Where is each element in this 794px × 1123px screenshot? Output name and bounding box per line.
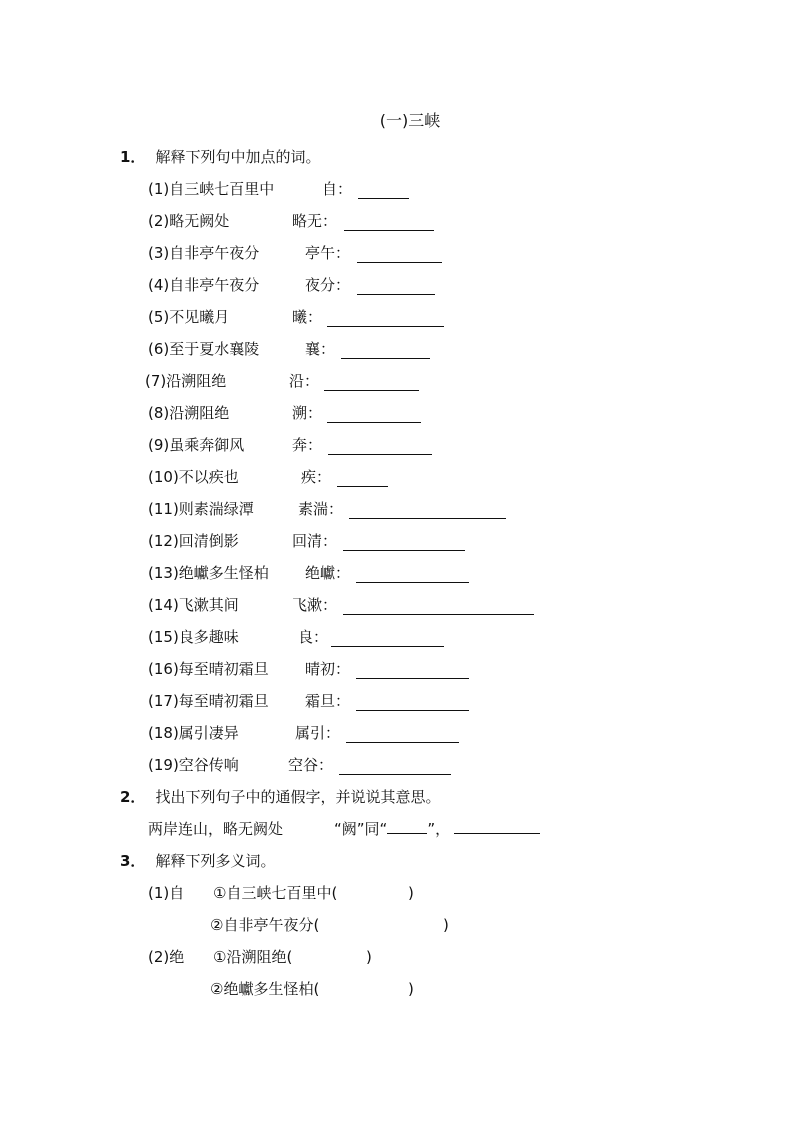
question-2-fill (334, 818, 540, 840)
vocab-item (0, 562, 794, 584)
vocab-word: 夜分： (305, 276, 351, 294)
vocab-sentence: (18)属引凄异 (148, 724, 239, 742)
vocab-word: 自： (322, 180, 353, 198)
vocab-item (0, 498, 794, 520)
vocab-sentence: (19)空谷传响 (148, 756, 239, 774)
tongjia-mid: ”， (427, 820, 451, 838)
question-3-prompt: 解释下列多义词。 (155, 852, 276, 870)
vocab-item (0, 306, 794, 328)
tongjia-meaning-line[interactable] (454, 819, 540, 834)
answer-line[interactable] (356, 582, 469, 583)
question-1-number: 1． (120, 148, 146, 166)
vocab-sentence: (4)自非亭午夜分 (148, 276, 260, 294)
vocab-sentence: (7)沿溯阻绝 (145, 372, 227, 390)
vocab-word: 略无： (292, 212, 338, 230)
question-2-number: 2． (120, 788, 146, 806)
vocab-item (0, 402, 794, 424)
answer-line[interactable] (343, 614, 534, 615)
vocab-sentence: (10)不以疾也 (148, 468, 239, 486)
polysemy-label-2: (2)绝 (148, 948, 185, 966)
answer-line[interactable] (331, 646, 444, 647)
question-2-sentence: 两岸连山，略无阙处 (148, 820, 284, 838)
answer-line[interactable] (327, 422, 421, 423)
vocab-sentence: (2)略无阙处 (148, 212, 230, 230)
vocab-word: 属引： (295, 724, 341, 742)
vocab-sentence: (3)自非亭午夜分 (148, 244, 260, 262)
vocab-sentence: (6)至于夏水襄陵 (148, 340, 260, 358)
polysemy-sense-1-2: ②自非亭午夜分( (210, 916, 320, 934)
answer-line[interactable] (349, 518, 506, 519)
polysemy-close-2-1: ) (366, 948, 372, 966)
polysemy-close-1-2: ) (443, 916, 449, 934)
vocab-word: 霜旦： (305, 692, 351, 710)
tongjia-prefix: “阙”同“ (334, 820, 388, 838)
answer-line[interactable] (357, 294, 435, 295)
question-3 (120, 850, 275, 872)
vocab-item (0, 178, 794, 200)
vocab-sentence: (17)每至晴初霜旦 (148, 692, 269, 710)
vocab-word: 空谷： (288, 756, 334, 774)
vocab-word: 襄： (305, 340, 336, 358)
answer-line[interactable] (343, 550, 465, 551)
vocab-item (0, 210, 794, 232)
vocab-word: 溯： (292, 404, 323, 422)
question-2-prompt: 找出下列句子中的通假字，并说说其意思。 (155, 788, 441, 806)
vocab-word: 素湍： (298, 500, 344, 518)
vocab-word: 亭午： (305, 244, 351, 262)
question-1-prompt: 解释下列句中加点的词。 (155, 148, 321, 166)
question-2 (120, 786, 440, 808)
vocab-word: 奔： (292, 436, 323, 454)
answer-line[interactable] (357, 262, 442, 263)
vocab-item (0, 722, 794, 744)
question-1 (120, 146, 320, 168)
vocab-sentence: (15)良多趣味 (148, 628, 239, 646)
vocab-sentence: (14)飞漱其间 (148, 596, 239, 614)
vocab-item (0, 658, 794, 680)
vocab-sentence: (9)虽乘奔御风 (148, 436, 245, 454)
vocab-word: 晴初： (305, 660, 351, 678)
polysemy-label-1: (1)自 (148, 884, 185, 902)
polysemy-close-1-1: ) (408, 884, 414, 902)
vocab-item (0, 338, 794, 360)
vocab-item (0, 626, 794, 648)
answer-line[interactable] (324, 390, 419, 391)
vocab-word: 疾： (301, 468, 332, 486)
answer-line[interactable] (328, 454, 432, 455)
answer-line[interactable] (327, 326, 444, 327)
question-3-number: 3． (120, 852, 146, 870)
tongjia-answer-line[interactable] (387, 819, 427, 834)
vocab-item (0, 370, 794, 392)
vocab-item (0, 754, 794, 776)
vocab-sentence: (12)回清倒影 (148, 532, 239, 550)
polysemy-sense-2-1: ①沿溯阻绝( (213, 948, 293, 966)
answer-line[interactable] (356, 710, 469, 711)
vocab-item (0, 434, 794, 456)
polysemy-sense-1-1: ①自三峡七百里中( (213, 884, 338, 902)
vocab-item (0, 242, 794, 264)
vocab-word: 回清： (292, 532, 338, 550)
vocab-sentence: (16)每至晴初霜旦 (148, 660, 269, 678)
section-title: (一)三峡 (379, 111, 441, 130)
vocab-word: 沿： (289, 372, 320, 390)
vocab-word: 良： (298, 628, 329, 646)
vocab-sentence: (5)不见曦月 (148, 308, 230, 326)
answer-line[interactable] (356, 678, 469, 679)
vocab-word: 绝巘： (305, 564, 351, 582)
answer-line[interactable] (337, 486, 388, 487)
vocab-item (0, 530, 794, 552)
answer-line[interactable] (344, 230, 434, 231)
vocab-item (0, 690, 794, 712)
polysemy-sense-2-2: ②绝巘多生怪柏( (210, 980, 320, 998)
vocab-item (0, 466, 794, 488)
vocab-word: 曦： (292, 308, 323, 326)
vocab-sentence: (1)自三峡七百里中 (148, 180, 275, 198)
vocab-sentence: (13)绝巘多生怪柏 (148, 564, 269, 582)
vocab-item (0, 594, 794, 616)
vocab-item (0, 274, 794, 296)
answer-line[interactable] (358, 198, 409, 199)
answer-line[interactable] (346, 742, 459, 743)
vocab-sentence: (8)沿溯阻绝 (148, 404, 230, 422)
polysemy-close-2-2: ) (408, 980, 414, 998)
vocab-word: 飞漱： (292, 596, 338, 614)
answer-line[interactable] (339, 774, 451, 775)
answer-line[interactable] (341, 358, 430, 359)
vocab-sentence: (11)则素湍绿潭 (148, 500, 254, 518)
